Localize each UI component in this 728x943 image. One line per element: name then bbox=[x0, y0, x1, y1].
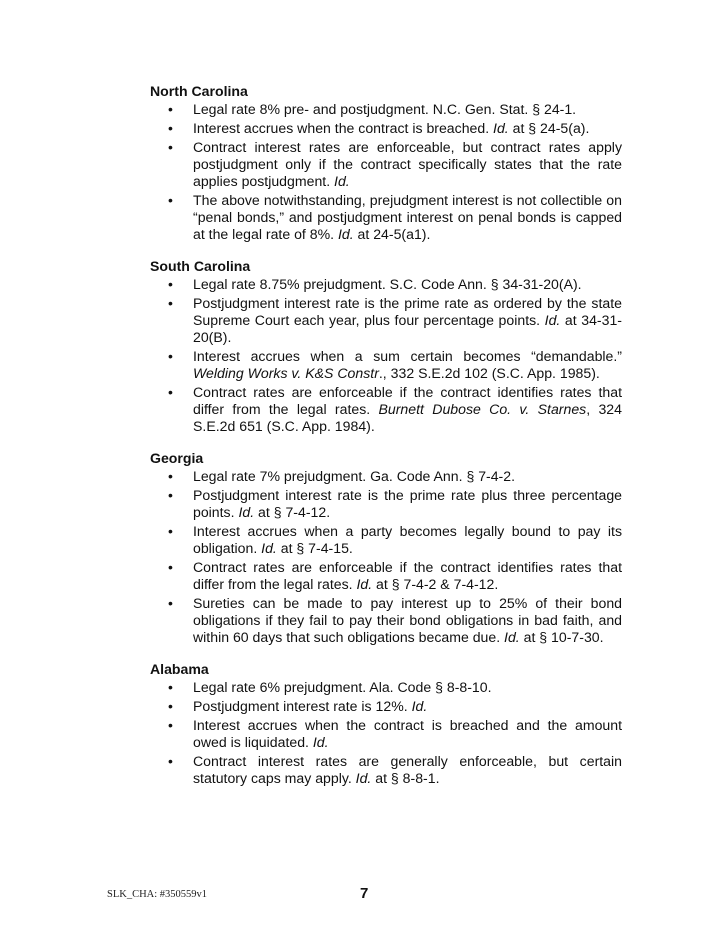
section-heading: Alabama bbox=[150, 661, 209, 677]
bullet-item: • Legal rate 6% prejudgment. Ala. Code § 8-8-10. bbox=[193, 679, 622, 696]
section-south-carolina bbox=[150, 258, 622, 435]
section-heading: North Carolina bbox=[150, 83, 248, 99]
bullet-list bbox=[150, 679, 622, 787]
document-reference: SLK_CHA: #350559v1 bbox=[107, 889, 208, 900]
bullet-item: • The above notwithstanding, prejudgment interest is not collectible on “penal bonds,” and postjudgment interest on penal bonds is capped at the legal rate of 8%. Id. at 24-5(a1). bbox=[193, 192, 622, 243]
bullet-item: • Contract interest rates are generally enforceable, but certain statutory caps may apply. Id. at § 8-8-1. bbox=[193, 753, 622, 787]
section-alabama bbox=[150, 661, 622, 787]
bullet-item: • Postjudgment interest rate is the prime rate plus three percentage points. Id. at § 7-4-12. bbox=[193, 487, 622, 521]
section-heading: Georgia bbox=[150, 450, 204, 466]
bullet-item: • Legal rate 8.75% prejudgment. S.C. Code Ann. § 34-31-20(A). bbox=[193, 276, 622, 293]
bullet-item: • Interest accrues when a party becomes legally bound to pay its obligation. Id. at § 7-4-15. bbox=[193, 523, 622, 557]
bullet-item: • Contract interest rates are enforceable, but contract rates apply postjudgment only if the contract specifically states that the rate applies postjudgment. Id. bbox=[193, 139, 622, 190]
bullet-item: • Postjudgment interest rate is the prime rate as ordered by the state Supreme Court each year, plus four percentage points. Id. at 34-31-20(B). bbox=[193, 295, 622, 346]
bullet-item: • Sureties can be made to pay interest up to 25% of their bond obligations if they fail to pay their bond obligations in bad faith, and within 60 days that such obligations became due. Id. at § 10-7-30. bbox=[193, 595, 622, 646]
section-heading: South Carolina bbox=[150, 258, 251, 274]
bullet-item: • Interest accrues when the contract is breached and the amount owed is liquidated. Id. bbox=[193, 717, 622, 751]
bullet-item: • Legal rate 8% pre- and postjudgment. N.C. Gen. Stat. § 24-1. bbox=[193, 101, 622, 118]
bullet-list bbox=[150, 468, 622, 646]
page-number: 7 bbox=[360, 885, 369, 902]
bullet-item: • Contract rates are enforceable if the contract identifies rates that differ from the legal rates. Burnett Dubose Co. v. Starnes, 324 S.E.2d 651 (S.C. App. 1984). bbox=[193, 384, 622, 435]
bullet-item: • Interest accrues when a sum certain becomes “demandable.” Welding Works v. K&S Constr., 332 S.E.2d 102 (S.C. App. 1985). bbox=[193, 348, 622, 382]
bullet-item: • Postjudgment interest rate is 12%. Id. bbox=[193, 698, 622, 715]
section-north-carolina bbox=[150, 83, 622, 243]
bullet-item: • Interest accrues when the contract is breached. Id. at § 24-5(a). bbox=[193, 120, 622, 137]
section-georgia bbox=[150, 450, 622, 646]
bullet-list bbox=[150, 101, 622, 243]
bullet-item: • Legal rate 7% prejudgment. Ga. Code Ann. § 7-4-2. bbox=[193, 468, 622, 485]
document-body bbox=[150, 83, 622, 802]
bullet-list bbox=[150, 276, 622, 435]
bullet-item: • Contract rates are enforceable if the contract identifies rates that differ from the legal rates. Id. at § 7-4-2 & 7-4-12. bbox=[193, 559, 622, 593]
